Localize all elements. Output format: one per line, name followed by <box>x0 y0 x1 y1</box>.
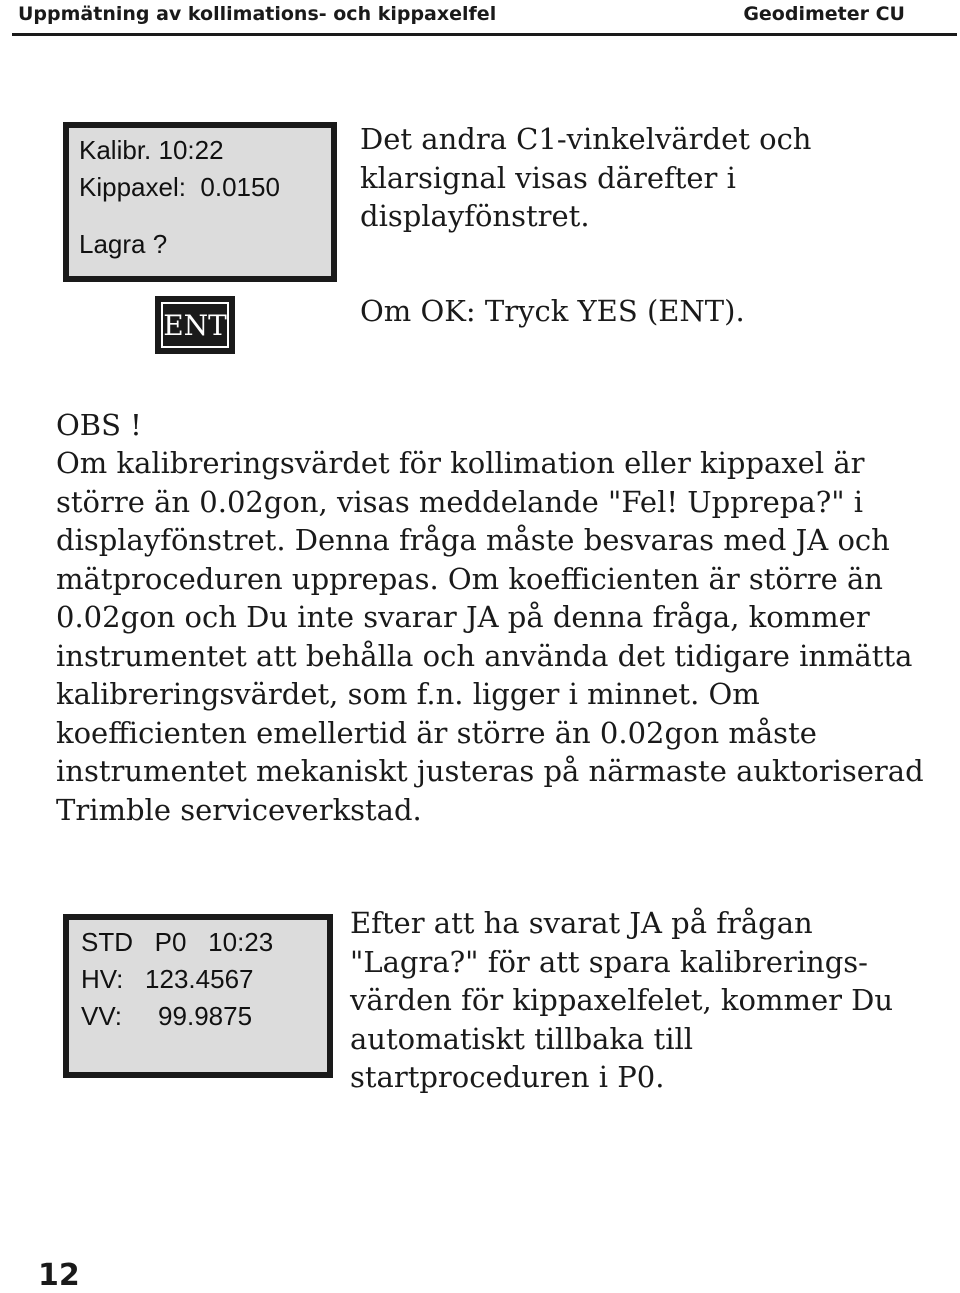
note-body: Om kalibreringsvärdet för kollimation eller kippaxel är större än 0.02gon, visas meddelande "Fel! Upprepa?" i displayfönstret. Denna fråga måste besvaras med JA och mätproceduren upprepas. Om koefficienten är större än 0.02gon och Du inte svarar JA på denna fråga, kommer instrumentet att behålla och använda det tidigare inmätta kalibreringsvärdet, som f.n. ligger i minnet. Om koefficienten emellertid är större än 0.02gon måste instrumentet mekaniskt justeras på närmaste auktoriserad Trimble serviceverkstad. <box>56 446 924 827</box>
display-line: VV: 99.9875 <box>81 1001 253 1031</box>
display-line: Lagra ? <box>79 229 168 259</box>
ent-key-icon <box>155 296 235 354</box>
display-line: STD P0 10:23 <box>81 927 274 957</box>
header-title: Uppmätning av kollimations- och kippaxelfel <box>18 3 497 25</box>
paragraph-confirm: Om OK: Tryck YES (ENT). <box>360 294 745 328</box>
display-line: HV: 123.4567 <box>81 964 254 994</box>
paragraph-return: Efter att ha svarat JA på frågan "Lagra?" för att spara kalibrerings-värden för kippaxelfelet, kommer Du automatiskt tillbaka till startproceduren i P0. <box>350 906 894 1094</box>
ent-key-label: ENT <box>163 308 227 342</box>
display-line: Kalibr. 10:22 <box>79 135 224 165</box>
page-number: 12 <box>38 1258 80 1293</box>
page-header <box>12 0 957 36</box>
display-line: Kippaxel: 0.0150 <box>79 172 280 202</box>
note-title: OBS ! <box>56 408 142 442</box>
paragraph-second-value: Det andra C1-vinkelvärdet och klarsignal visas därefter i displayfönstret. <box>360 122 812 233</box>
lcd-display-calibration <box>63 122 337 282</box>
lcd-display-start <box>63 914 333 1078</box>
header-product: Geodimeter CU <box>743 3 905 25</box>
display-spacer <box>79 206 331 226</box>
